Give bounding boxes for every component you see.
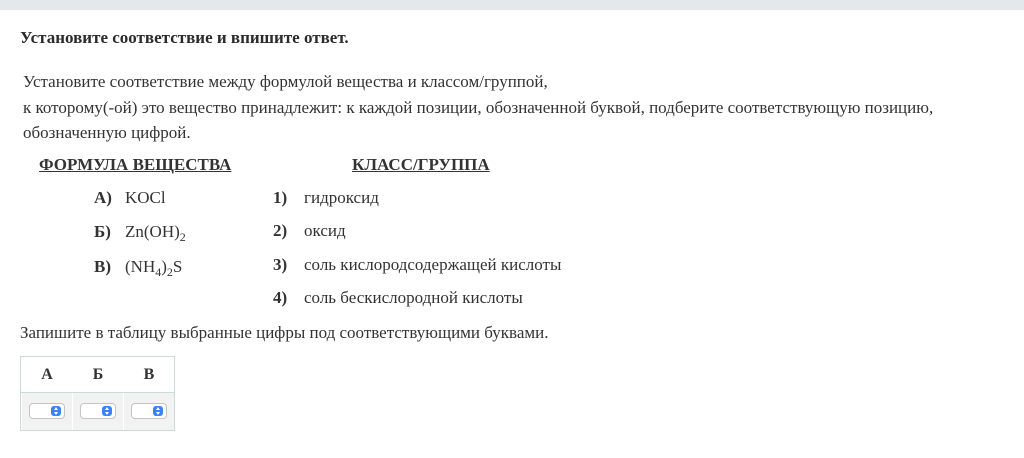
formula-text: $(NH_4)_2S$ <box>125 257 183 279</box>
formula-key: Б) <box>94 222 111 241</box>
answer-select-b[interactable] <box>80 403 116 419</box>
class-option-4 <box>273 288 523 308</box>
class-option-1 <box>273 188 379 208</box>
chevron-up-down-icon <box>102 406 112 416</box>
chevron-up-down-icon <box>51 406 61 416</box>
formula-key: В) <box>94 257 111 276</box>
intro-line: обозначенную цифрой. <box>23 123 191 142</box>
answer-cell-b <box>73 393 123 430</box>
formula-text: KOCl <box>125 188 166 207</box>
intro-line: Установите соответствие между формулой вещества и классом/группой, <box>23 72 548 91</box>
top-bar <box>0 0 1024 10</box>
answer-header-c: В <box>143 366 155 383</box>
formula-key: А) <box>94 188 112 207</box>
formula-a <box>94 188 166 208</box>
answer-instruction: Запишите в таблицу выбранные цифры под соответствующими буквами. <box>20 323 549 342</box>
answer-header-b: Б <box>92 366 104 383</box>
answer-select-c[interactable] <box>131 403 167 419</box>
formula-b <box>94 222 186 242</box>
class-key: 4) <box>273 288 288 307</box>
answer-cell-c <box>124 393 174 430</box>
class-option-2 <box>273 221 346 241</box>
class-label: гидроксид <box>304 188 379 207</box>
class-key: 1) <box>273 188 288 207</box>
class-key: 2) <box>273 221 288 240</box>
formula-column-header: ФОРМУЛА ВЕЩЕСТВА <box>39 155 232 174</box>
class-column-header: КЛАСС/ГРУППА <box>352 155 490 174</box>
task-description <box>23 69 1018 146</box>
intro-line: к которому(-ой) это вещество принадлежит: к каждой позиции, обозначенной буквой, подберите соответствующую позицию, <box>23 97 934 117</box>
answer-select-a[interactable] <box>29 403 65 419</box>
formula-text: $Zn(OH)_2$ <box>125 222 186 244</box>
task-title: Установите соответствие и впишите ответ. <box>20 28 349 47</box>
chevron-up-down-icon <box>153 406 163 416</box>
answer-table <box>20 356 175 431</box>
class-label: соль бескислородной кислоты <box>304 288 523 307</box>
answer-cell-a <box>22 393 72 430</box>
class-key: 3) <box>273 255 288 274</box>
answer-header-a: А <box>41 366 53 383</box>
formula-c <box>94 257 182 277</box>
class-label: соль кислородсодержащей кислоты <box>304 255 562 274</box>
class-option-3 <box>273 255 561 275</box>
class-label: оксид <box>304 221 346 240</box>
